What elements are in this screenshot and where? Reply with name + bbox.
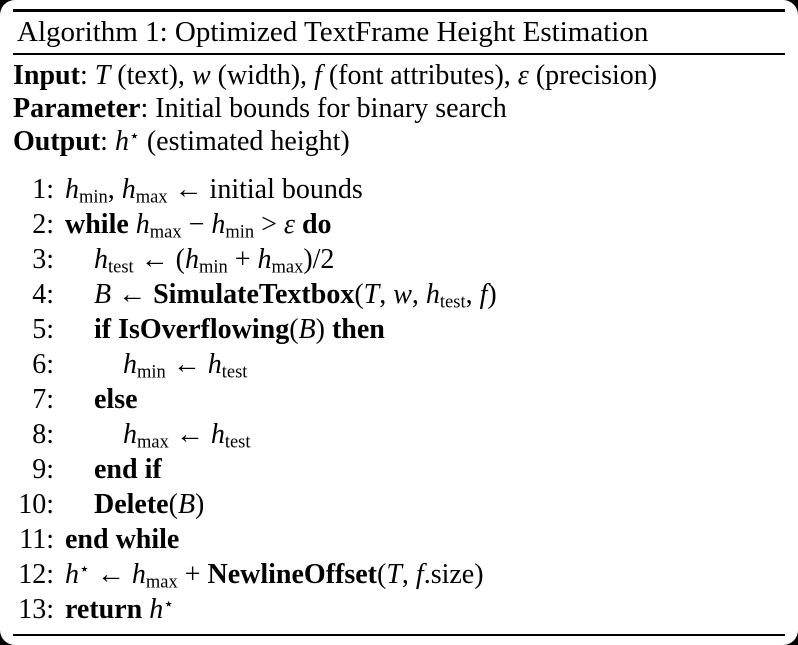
text-segment: B — [298, 314, 316, 345]
line-number: 1: — [32, 174, 54, 205]
text-segment: f — [314, 60, 322, 91]
algorithm-line-9 — [13, 452, 785, 487]
text-segment: NewlineOffset — [207, 559, 377, 590]
input-line — [13, 59, 785, 92]
text-segment: T — [94, 60, 111, 91]
text-segment: Parameter — [13, 93, 141, 124]
line-content — [65, 347, 247, 382]
text-segment: max — [137, 431, 169, 452]
text-segment: w — [393, 279, 412, 310]
text-segment: ← ( — [133, 244, 185, 275]
text-segment: h — [207, 349, 222, 380]
line-content — [65, 172, 363, 207]
line-content — [65, 487, 204, 522]
text-segment: B — [177, 489, 196, 520]
text-segment: h — [184, 244, 199, 275]
text-segment: (text), — [110, 60, 192, 91]
parameter-line — [13, 92, 785, 125]
algorithm-line-13 — [13, 592, 785, 627]
text-segment: ← initial bounds — [167, 174, 363, 205]
algorithm-line-10 — [13, 487, 785, 522]
text-segment: (width), — [210, 60, 315, 91]
text-segment: + — [177, 559, 208, 590]
text-segment: ) — [195, 489, 205, 520]
text-segment: T — [363, 279, 380, 310]
text-segment: ⋆ — [128, 126, 140, 146]
text-segment: h — [210, 419, 225, 450]
text-segment: T — [386, 559, 402, 590]
text-segment: , — [411, 279, 426, 310]
text-segment: h — [135, 209, 150, 240]
output-line — [13, 125, 785, 158]
text-segment: end while — [65, 524, 180, 555]
bottom-rule — [13, 634, 785, 636]
text-segment: ⋆ — [163, 594, 175, 614]
line-number: 6: — [32, 349, 54, 380]
text-segment: (precision) — [528, 60, 658, 91]
text-segment: max — [149, 221, 182, 242]
text-segment: test — [221, 361, 248, 382]
line-content — [65, 207, 332, 242]
text-segment: , — [465, 279, 480, 310]
text-segment: ← — [168, 419, 211, 450]
text-segment: , — [107, 174, 122, 205]
text-segment: max — [271, 256, 304, 277]
text-segment: f — [479, 279, 488, 310]
text-segment: h — [114, 126, 129, 157]
line-content — [65, 417, 250, 452]
line-number: 12: — [18, 559, 54, 590]
algorithm-line-3 — [13, 242, 785, 277]
text-segment: h — [121, 174, 136, 205]
algorithm-line-1 — [13, 172, 785, 207]
algorithm-line-2 — [13, 207, 785, 242]
text-segment: h — [123, 349, 137, 380]
text-segment: : — [79, 60, 95, 91]
line-content — [65, 452, 162, 487]
text-segment: ← — [89, 559, 132, 590]
text-segment: .size) — [423, 559, 484, 590]
text-segment: ← — [165, 349, 208, 380]
text-segment: min — [198, 256, 228, 277]
text-segment: min — [79, 186, 108, 207]
text-segment: (font attributes), — [321, 60, 518, 91]
text-segment: h — [149, 594, 164, 625]
text-segment: h — [123, 419, 137, 450]
text-segment: min — [225, 221, 255, 242]
line-number: 8: — [32, 419, 54, 450]
line-content — [65, 312, 385, 347]
line-number: 10: — [18, 489, 54, 520]
text-segment: ) — [487, 279, 497, 310]
text-segment: min — [137, 361, 166, 382]
text-segment: ε — [517, 60, 529, 91]
text-segment: h — [94, 244, 108, 275]
text-segment: return — [65, 594, 150, 625]
text-segment: SimulateTextbox — [153, 279, 355, 310]
text-segment: max — [135, 186, 168, 207]
text-segment: > — [254, 209, 284, 240]
text-segment: test — [439, 291, 466, 312]
line-number: 11: — [19, 524, 54, 555]
text-segment: h — [65, 559, 79, 590]
text-segment: (estimated height) — [139, 126, 350, 157]
text-segment: f — [415, 559, 424, 590]
algorithm-title: Algorithm 1: Optimized TextFrame Height Estimation — [17, 16, 649, 48]
text-segment: B — [94, 279, 112, 310]
text-segment: , — [379, 279, 394, 310]
line-number: 2: — [32, 209, 54, 240]
line-content — [65, 277, 497, 312]
text-segment: Delete — [94, 489, 169, 520]
text-segment: ( — [289, 314, 299, 345]
algorithm-line-5 — [13, 312, 785, 347]
text-segment: h — [131, 559, 146, 590]
text-segment: : Initial bounds for binary search — [140, 93, 507, 124]
algorithm-line-12 — [13, 557, 785, 592]
text-segment: h — [425, 279, 440, 310]
algorithm-line-11 — [13, 522, 785, 557]
text-segment: test — [224, 431, 251, 452]
line-content — [65, 242, 334, 277]
algorithm-header — [13, 55, 785, 158]
line-content — [65, 382, 138, 417]
text-segment: h — [211, 209, 226, 240]
text-segment: while — [65, 209, 136, 240]
line-content — [65, 592, 174, 627]
text-segment: ( — [377, 559, 387, 590]
algorithm-line-6 — [13, 347, 785, 382]
text-segment: do — [294, 209, 332, 240]
text-segment: if IsOverflowing — [94, 314, 290, 345]
text-segment: − — [181, 209, 212, 240]
text-segment: ⋆ — [79, 559, 90, 579]
text-segment: + — [227, 244, 258, 275]
text-segment: ε — [283, 209, 295, 240]
text-segment: ( — [354, 279, 364, 310]
text-segment: then — [331, 314, 385, 345]
text-segment: ) — [315, 314, 332, 345]
algorithm-line-4 — [13, 277, 785, 312]
line-number: 7: — [32, 384, 54, 415]
text-segment: )/2 — [303, 244, 335, 275]
text-segment: Input — [13, 60, 80, 91]
text-segment: max — [145, 571, 178, 592]
text-segment: h — [257, 244, 272, 275]
line-number: 9: — [32, 454, 54, 485]
line-number: 13: — [18, 594, 54, 625]
algorithm-body — [13, 172, 785, 627]
text-segment: h — [65, 174, 79, 205]
text-segment: Output — [13, 126, 101, 157]
text-segment: test — [108, 256, 134, 277]
line-number: 4: — [32, 279, 54, 310]
algorithm-line-7 — [13, 382, 785, 417]
text-segment: end if — [94, 454, 162, 485]
line-number: 3: — [32, 244, 54, 275]
line-number: 5: — [32, 314, 54, 345]
text-segment: else — [94, 384, 138, 415]
line-content — [65, 557, 484, 592]
text-segment: w — [191, 60, 211, 91]
text-segment: ← — [111, 279, 154, 310]
text-segment: ( — [168, 489, 178, 520]
algorithm-line-8 — [13, 417, 785, 452]
text-segment: , — [401, 559, 416, 590]
line-content — [65, 522, 179, 557]
text-segment: : — [100, 126, 115, 157]
